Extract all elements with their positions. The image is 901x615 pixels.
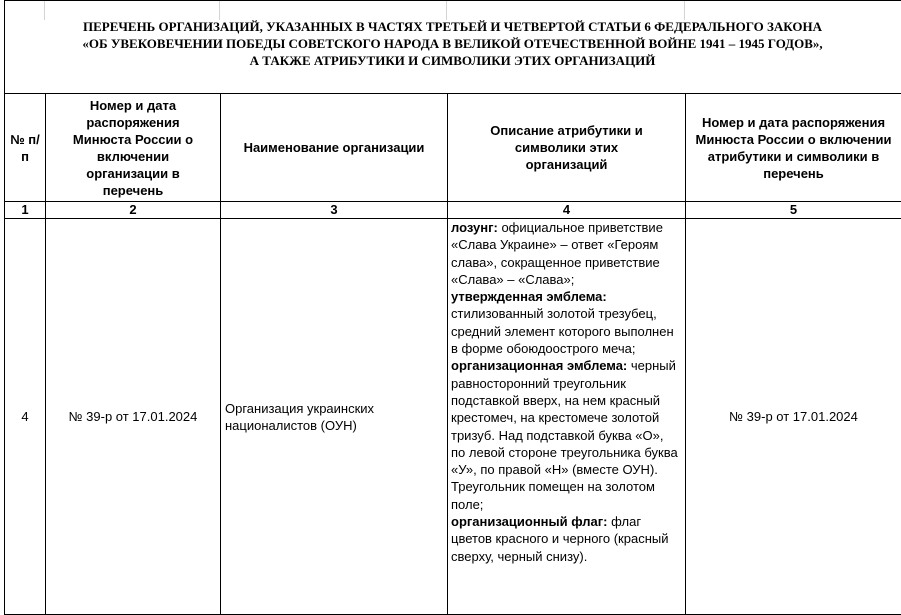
organizations-table bbox=[4, 93, 901, 615]
title-line-3: А ТАКЖЕ АТРИБУТИКИ И СИМВОЛИКИ ЭТИХ ОРГАНИЗАЦИЙ bbox=[4, 52, 901, 69]
description-label-slogan: лозунг: bbox=[451, 220, 498, 235]
column-number-row bbox=[5, 202, 901, 219]
title-border-top bbox=[4, 0, 901, 1]
description-cell[interactable] bbox=[448, 219, 686, 615]
description-label-flag: организационный флаг: bbox=[451, 514, 608, 529]
column-number-cell[interactable]: 5 bbox=[686, 202, 901, 219]
table-row bbox=[5, 219, 901, 615]
title-line-2: «ОБ УВЕКОВЕЧЕНИИ ПОБЕДЫ СОВЕТСКОГО НАРОДА В ВЕЛИКОЙ ОТЕЧЕСТВЕННОЙ ВОЙНЕ 1941 – 1945 ГОДОВ», bbox=[4, 35, 901, 52]
header-attributes-description[interactable]: Описание атрибутики и символики этих организаций bbox=[448, 94, 686, 202]
description-text-slogan: официальное приветствие «Слава Украине» – ответ «Героям слава», сокращенное приветствие «Слава» – «Слава»; bbox=[451, 220, 663, 287]
header-number[interactable]: № п/п bbox=[5, 94, 46, 202]
title-line-1: ПЕРЕЧЕНЬ ОРГАНИЗАЦИЙ, УКАЗАННЫХ В ЧАСТЯХ ТРЕТЬЕЙ И ЧЕТВЕРТОЙ СТАТЬИ 6 ФЕДЕРАЛЬНОГО ЗАКОНА bbox=[4, 18, 901, 35]
gridline bbox=[219, 0, 220, 20]
column-number-cell[interactable]: 3 bbox=[221, 202, 448, 219]
description-text-org-emblem: черный равносторонний треугольник подставкой вверх, на нем красный крестомеч, на крестомече золотой тризуб. Над подставкой буква «О», по левой стороне треугольника буква «У», по правой «Н» (вместе ОУН). Треугольник помещен на золотом поле; bbox=[451, 358, 678, 511]
document-title bbox=[4, 18, 901, 69]
gridline bbox=[684, 0, 685, 20]
symbolics-order-cell[interactable]: № 39-р от 17.01.2024 bbox=[686, 219, 901, 615]
row-number-cell[interactable]: 4 bbox=[5, 219, 46, 615]
header-row bbox=[5, 94, 901, 202]
description-label-approved-emblem: утвержденная эмблема: bbox=[451, 289, 607, 304]
description-text-approved-emblem: стилизованный золотой трезубец, средний элемент которого выполнен в форме обоюдоострого меча; bbox=[451, 306, 674, 356]
header-symbolics-order[interactable]: Номер и дата распоряжения Минюста России о включении атрибутики и символики в перечень bbox=[686, 94, 901, 202]
column-number-cell[interactable]: 2 bbox=[46, 202, 221, 219]
gridline bbox=[446, 0, 447, 20]
description-label-org-emblem: организационная эмблема: bbox=[451, 358, 627, 373]
gridline bbox=[44, 0, 45, 20]
organization-name-cell[interactable]: Организация украинских националистов (ОУН) bbox=[221, 219, 448, 615]
column-number-cell[interactable]: 1 bbox=[5, 202, 46, 219]
header-inclusion-order[interactable]: Номер и дата распоряжения Минюста России о включении организации в перечень bbox=[46, 94, 221, 202]
description-text-flag: флаг цветов красного и черного (красный сверху, черный снизу). bbox=[451, 514, 669, 564]
inclusion-order-cell[interactable]: № 39-р от 17.01.2024 bbox=[46, 219, 221, 615]
header-organization-name[interactable]: Наименование организации bbox=[221, 94, 448, 202]
column-number-cell[interactable]: 4 bbox=[448, 202, 686, 219]
